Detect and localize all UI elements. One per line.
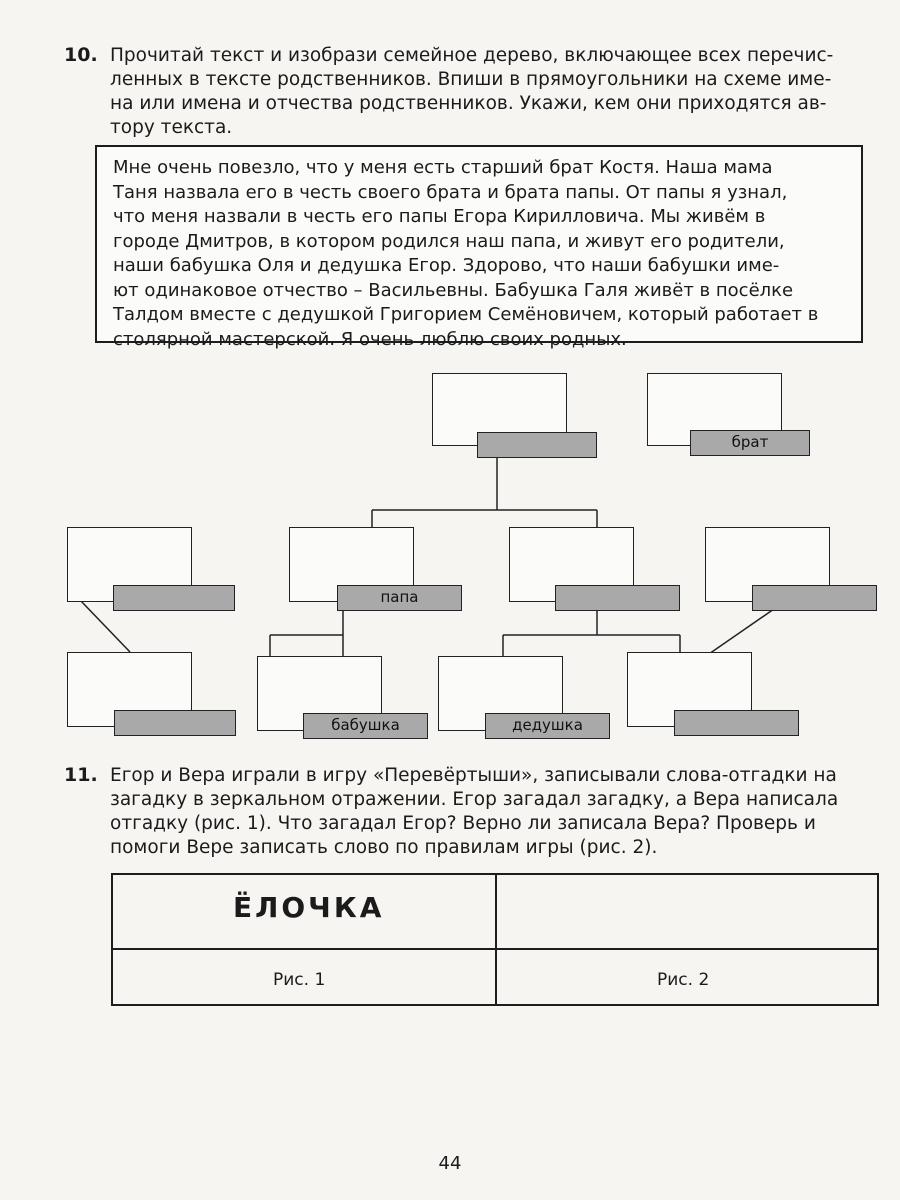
task-10-instructions	[110, 44, 878, 140]
story-line: Мне очень повезло, что у меня есть старший брат Костя. Наша мама	[113, 157, 773, 178]
tree-label-author[interactable]	[477, 432, 597, 458]
table-divider-horizontal	[113, 948, 877, 950]
story-line: Таня назвала его в честь своего брата и брата папы. От папы я узнал,	[113, 181, 788, 203]
task-10-line: на или имена и отчества родственников. Укажи, кем они приходятся ав-	[110, 93, 827, 114]
story-box	[95, 145, 863, 350]
tree-label-grandfather-dad: дедушка	[485, 713, 610, 739]
story-line: Талдом вместе с дедушкой Григорием Семёновичем, который работает в	[113, 304, 819, 325]
task-11-instructions	[110, 764, 878, 860]
task-10-line: ленных в тексте родственников. Впиши в прямоугольники на схеме име-	[110, 69, 832, 90]
tree-label-great-left[interactable]	[114, 710, 236, 736]
tree-label-grandparent-mom[interactable]	[674, 710, 799, 736]
story-line: ют одинаковое отчество – Васильевны. Бабушка Галя живёт в посёлке	[113, 279, 794, 301]
task-11-line: загадку в зеркальном отражении. Егор загадал загадку, а Вера написала	[110, 789, 839, 810]
answer-cell-fig2[interactable]	[497, 875, 877, 948]
task-11-line: отгадку (рис. 1). Что загадал Егор? Верно ли записала Вера? Проверь и	[110, 813, 816, 834]
tree-label-brother: брат	[690, 430, 810, 456]
tree-label-mom[interactable]	[555, 585, 680, 611]
task-11-line: Егор и Вера играли в игру «Перевёртыши», записывали слова-отгадки на	[110, 765, 837, 786]
task-10-line: тору текста.	[110, 117, 233, 138]
task-11-number: 11.	[64, 764, 98, 786]
page-number: 44	[438, 1153, 462, 1174]
tree-label-grandmother-dad: бабушка	[303, 713, 428, 739]
caption-fig2: Рис. 2	[657, 970, 710, 990]
tree-label-dad: папа	[337, 585, 462, 611]
caption-fig1: Рис. 1	[273, 970, 326, 990]
family-tree-diagram	[0, 360, 900, 760]
tree-label-uncle-left[interactable]	[113, 585, 235, 611]
task-11-line: помоги Вере записать слово по правилам игры (рис. 2).	[110, 837, 658, 858]
tree-label-uncle-right[interactable]	[752, 585, 877, 611]
task-10-number: 10.	[64, 44, 98, 66]
story-line: что меня назвали в честь его папы Егора Кирилловича. Мы живём в	[113, 206, 766, 227]
task-10-line: Прочитай текст и изобрази семейное дерево, включающее всех перечис-	[110, 45, 834, 66]
story-line: столярной мастерской. Я очень люблю своих родных.	[113, 328, 627, 350]
mirrored-word: ЁЛОЧКА	[233, 891, 385, 924]
story-line: наши бабушка Оля и дедушка Егор. Здорово, что наши бабушки име-	[113, 255, 780, 276]
story-line: городе Дмитров, в котором родился наш папа, и живут его родители,	[113, 230, 785, 252]
picture-table	[111, 873, 879, 1006]
story-text	[113, 156, 845, 352]
